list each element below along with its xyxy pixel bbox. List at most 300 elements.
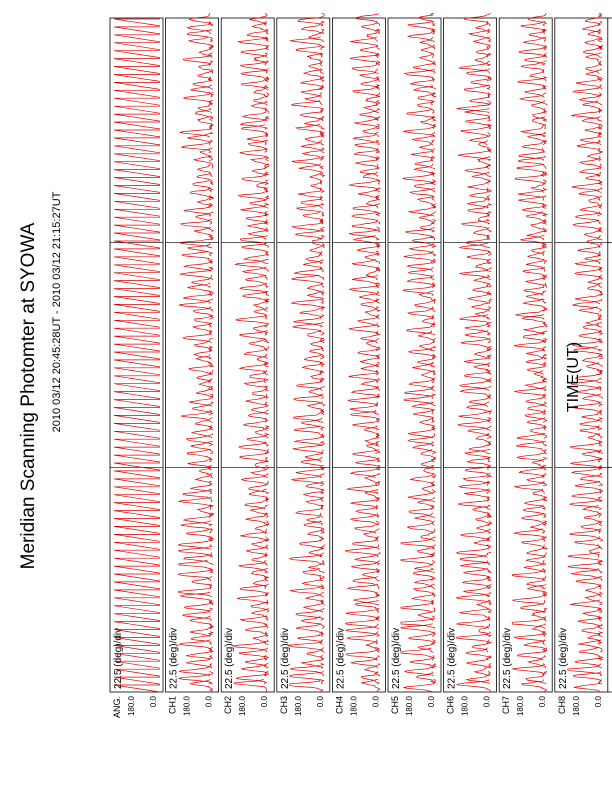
trace xyxy=(457,592,491,605)
trace xyxy=(292,473,325,486)
trace xyxy=(196,386,212,399)
trace xyxy=(467,251,491,264)
trace xyxy=(239,188,268,201)
trace xyxy=(246,545,267,558)
trace xyxy=(352,386,380,399)
trace xyxy=(114,344,160,351)
trace xyxy=(350,53,379,66)
trace xyxy=(114,526,160,533)
panel-label: CH1 xyxy=(167,696,178,715)
trace xyxy=(114,400,160,407)
trace xyxy=(521,61,547,74)
trace xyxy=(462,219,491,232)
trace xyxy=(517,164,547,177)
trace xyxy=(114,98,160,105)
trace xyxy=(464,489,490,502)
trace xyxy=(457,632,491,645)
trace xyxy=(114,622,160,629)
trace xyxy=(353,537,380,550)
trace xyxy=(114,495,160,502)
trace xyxy=(182,251,212,264)
trace xyxy=(307,291,324,304)
trace xyxy=(519,45,547,58)
trace xyxy=(114,146,160,153)
trace xyxy=(401,537,435,550)
trace xyxy=(239,441,268,454)
trace xyxy=(114,122,160,129)
trace xyxy=(185,600,212,613)
trace xyxy=(114,75,160,82)
panel-ch3 xyxy=(277,13,330,716)
trace xyxy=(520,93,547,106)
trace xyxy=(408,21,434,34)
trace xyxy=(422,481,434,494)
trace xyxy=(114,550,160,557)
trace xyxy=(304,600,324,613)
panel-ch2 xyxy=(221,13,274,716)
trace xyxy=(354,148,378,161)
y-tick-180: 180.0 xyxy=(238,696,248,717)
trace xyxy=(179,664,212,677)
traces xyxy=(234,13,269,692)
trace xyxy=(186,648,213,661)
trace xyxy=(255,521,268,534)
trace xyxy=(195,418,213,431)
trace xyxy=(114,542,160,549)
scale-label: 22.5 (deg)/div xyxy=(335,627,347,689)
trace xyxy=(114,614,160,621)
trace xyxy=(586,592,603,605)
y-tick-180: 180.0 xyxy=(571,696,581,717)
panel-label: CH3 xyxy=(278,696,289,715)
trace xyxy=(583,354,603,367)
y-tick-0: 0.0 xyxy=(427,696,436,708)
trace xyxy=(251,156,269,169)
trace xyxy=(578,243,602,256)
trace xyxy=(184,513,213,526)
trace xyxy=(298,13,324,26)
traces xyxy=(290,13,325,692)
trace xyxy=(458,497,491,510)
scale-label: 22.5 (deg)/div xyxy=(391,627,402,689)
trace xyxy=(512,616,545,629)
trace xyxy=(309,545,324,558)
trace xyxy=(241,204,269,217)
trace xyxy=(187,449,212,462)
trace xyxy=(520,235,546,248)
trace xyxy=(409,378,435,391)
trace xyxy=(291,664,324,677)
trace xyxy=(114,392,160,399)
trace xyxy=(114,368,160,375)
trace xyxy=(292,275,324,288)
trace xyxy=(588,148,603,161)
trace xyxy=(515,307,545,320)
panel-stack xyxy=(110,13,608,718)
trace xyxy=(401,600,434,613)
trace xyxy=(296,505,324,518)
trace xyxy=(532,101,547,114)
trace xyxy=(114,408,160,415)
trace xyxy=(418,196,436,209)
trace xyxy=(572,489,602,502)
trace xyxy=(303,489,324,502)
trace xyxy=(180,124,213,137)
trace xyxy=(114,423,160,430)
trace xyxy=(114,249,160,256)
trace xyxy=(465,330,491,343)
trace xyxy=(310,243,324,256)
trace xyxy=(366,640,379,653)
trace xyxy=(345,545,378,558)
trace xyxy=(183,330,212,343)
trace xyxy=(184,259,213,272)
trace xyxy=(352,275,380,288)
panel-frame xyxy=(110,18,163,692)
trace xyxy=(589,545,600,558)
trace xyxy=(290,640,325,653)
x-axis-label: TIME(UT) xyxy=(565,341,582,413)
trace xyxy=(576,576,602,589)
trace xyxy=(292,219,324,232)
trace xyxy=(241,45,269,58)
trace xyxy=(114,51,160,58)
scale-label: 22.5 (deg)/div xyxy=(557,627,569,689)
trace xyxy=(359,291,380,304)
trace xyxy=(362,21,380,34)
trace xyxy=(523,140,547,153)
trace xyxy=(114,479,160,486)
trace xyxy=(114,82,160,89)
trace xyxy=(114,257,160,264)
trace xyxy=(303,212,323,225)
trace xyxy=(184,552,213,565)
trace xyxy=(586,61,601,74)
trace xyxy=(245,378,269,391)
trace xyxy=(114,598,160,605)
trace xyxy=(249,13,267,26)
trace xyxy=(303,362,324,375)
trace xyxy=(290,671,324,684)
trace xyxy=(114,186,160,193)
y-tick-0: 0.0 xyxy=(260,696,270,708)
trace xyxy=(403,283,435,296)
trace xyxy=(114,154,160,161)
trace xyxy=(114,225,160,232)
trace xyxy=(187,29,212,42)
trace xyxy=(114,304,160,311)
trace xyxy=(300,537,324,550)
trace xyxy=(464,370,491,383)
y-tick-180: 180.0 xyxy=(127,696,136,717)
panel-ang xyxy=(110,18,163,718)
trace xyxy=(114,415,160,422)
trace xyxy=(114,574,160,581)
trace xyxy=(579,648,602,661)
trace xyxy=(476,513,491,526)
trace xyxy=(114,19,160,26)
trace xyxy=(253,386,268,399)
trace xyxy=(514,386,546,399)
chart-subtitle: 2010 03/12 20:45:28UT - 2010 03/12 21:15:27UT xyxy=(51,191,63,433)
trace xyxy=(240,449,269,462)
trace xyxy=(473,283,491,296)
trace xyxy=(580,418,602,431)
trace xyxy=(414,410,436,423)
trace xyxy=(524,560,545,573)
y-tick-0: 0.0 xyxy=(482,696,492,708)
trace xyxy=(463,473,490,486)
trace xyxy=(114,297,160,304)
y-tick-0: 0.0 xyxy=(315,696,325,708)
trace xyxy=(294,426,323,439)
trace xyxy=(300,307,324,320)
trace xyxy=(575,537,603,550)
trace xyxy=(114,558,160,565)
trace xyxy=(464,584,492,597)
trace xyxy=(198,116,212,129)
y-tick-180: 180.0 xyxy=(516,696,526,717)
trace xyxy=(298,188,323,201)
trace xyxy=(407,521,435,534)
trace xyxy=(408,434,435,447)
trace xyxy=(465,449,490,462)
trace xyxy=(407,108,436,121)
trace xyxy=(580,93,603,106)
trace xyxy=(468,291,491,304)
trace xyxy=(349,283,380,296)
trace xyxy=(583,21,602,34)
trace xyxy=(114,606,160,613)
traces xyxy=(179,13,214,692)
trace xyxy=(189,37,213,50)
trace xyxy=(583,101,602,114)
trace xyxy=(527,354,547,367)
trace xyxy=(183,53,213,66)
trace xyxy=(114,487,160,494)
y-tick-180: 180.0 xyxy=(405,696,414,717)
trace xyxy=(422,370,435,383)
y-tick-0: 0.0 xyxy=(149,696,158,708)
trace xyxy=(467,69,492,82)
trace xyxy=(114,162,160,169)
trace xyxy=(363,124,380,137)
trace xyxy=(114,67,160,74)
trace xyxy=(464,568,491,581)
trace xyxy=(355,140,380,153)
scale-label: 22.5 (deg)/div xyxy=(446,627,458,689)
trace xyxy=(114,114,160,121)
trace xyxy=(114,201,160,208)
trace xyxy=(114,90,160,97)
trace xyxy=(114,209,160,216)
trace xyxy=(358,188,380,201)
trace xyxy=(114,233,160,240)
trace xyxy=(355,457,380,470)
trace xyxy=(460,315,491,328)
trace xyxy=(584,513,602,526)
trace xyxy=(183,93,213,106)
trace xyxy=(471,77,490,90)
trace xyxy=(405,664,436,677)
trace xyxy=(246,275,268,288)
trace xyxy=(243,291,268,304)
traces xyxy=(114,19,160,692)
trace xyxy=(240,148,269,161)
trace xyxy=(459,410,492,423)
trace xyxy=(184,204,213,217)
trace xyxy=(114,376,160,383)
trace xyxy=(294,394,324,407)
trace xyxy=(238,37,269,50)
trace xyxy=(408,489,436,502)
trace xyxy=(527,545,546,558)
panel-label: CH7 xyxy=(501,696,512,715)
trace xyxy=(114,352,160,359)
panel-label: CH4 xyxy=(334,696,345,715)
trace xyxy=(114,320,160,327)
trace xyxy=(114,265,160,272)
panel-ch5 xyxy=(388,13,441,716)
y-tick-0: 0.0 xyxy=(371,696,381,708)
trace xyxy=(404,679,436,692)
trace xyxy=(407,259,435,272)
trace xyxy=(457,616,490,629)
trace xyxy=(524,330,547,343)
trace xyxy=(304,521,324,534)
trace xyxy=(577,616,602,629)
y-tick-0: 0.0 xyxy=(204,696,214,708)
trace xyxy=(242,243,268,256)
panel-label: CH8 xyxy=(556,696,567,715)
trace xyxy=(349,323,380,336)
trace xyxy=(181,219,213,232)
trace xyxy=(291,101,323,114)
trace xyxy=(461,124,491,137)
trace xyxy=(408,426,435,439)
trace xyxy=(412,592,434,605)
trace xyxy=(410,473,434,486)
trace xyxy=(304,116,324,129)
trace xyxy=(290,679,323,692)
trace xyxy=(114,130,160,137)
trace xyxy=(114,43,160,50)
trace xyxy=(114,217,160,224)
trace xyxy=(477,45,491,58)
trace xyxy=(249,338,267,351)
trace xyxy=(470,93,490,106)
trace xyxy=(580,164,601,177)
trace xyxy=(531,243,545,256)
trace xyxy=(249,481,269,494)
panel-label: CH5 xyxy=(390,696,400,715)
trace xyxy=(466,656,491,669)
trace xyxy=(457,101,491,114)
trace xyxy=(114,582,160,589)
trace xyxy=(239,330,268,343)
trace xyxy=(404,251,435,264)
trace xyxy=(351,656,379,669)
trace xyxy=(366,267,380,280)
trace xyxy=(114,281,160,288)
trace xyxy=(188,283,213,296)
y-tick-180: 180.0 xyxy=(349,696,359,717)
trace xyxy=(361,77,380,90)
trace xyxy=(114,312,160,319)
trace xyxy=(293,323,324,336)
trace xyxy=(360,164,378,177)
trace xyxy=(114,519,160,526)
trace xyxy=(359,108,379,121)
trace xyxy=(245,513,268,526)
trace xyxy=(190,624,213,637)
trace xyxy=(512,592,545,605)
trace xyxy=(192,426,212,439)
trace xyxy=(354,592,380,605)
trace xyxy=(476,259,492,272)
trace xyxy=(418,13,435,26)
trace xyxy=(114,503,160,510)
trace xyxy=(114,447,160,454)
trace xyxy=(114,590,160,597)
trace xyxy=(193,402,213,415)
trace xyxy=(114,360,160,367)
trace xyxy=(575,267,602,280)
trace xyxy=(180,235,213,248)
trace xyxy=(114,439,160,446)
trace xyxy=(114,455,160,462)
trace xyxy=(403,124,436,137)
trace xyxy=(409,346,436,359)
trace xyxy=(407,323,435,336)
trace xyxy=(525,53,546,66)
trace xyxy=(114,170,160,177)
trace xyxy=(580,156,601,169)
scale-label: 22.5 (deg)/div xyxy=(279,627,291,689)
trace xyxy=(358,346,380,359)
scale-label: 22.5 (deg)/div xyxy=(502,627,514,689)
trace xyxy=(572,180,602,193)
trace xyxy=(522,537,547,550)
trace xyxy=(415,576,435,589)
trace xyxy=(464,85,490,98)
panel-ch1 xyxy=(166,13,219,716)
trace xyxy=(583,449,602,462)
trace xyxy=(301,77,324,90)
trace xyxy=(468,204,491,217)
trace xyxy=(114,59,160,66)
x-axis-ticks xyxy=(608,5,612,706)
trace xyxy=(306,592,325,605)
trace xyxy=(527,552,547,565)
trace xyxy=(243,418,267,431)
panel-ch6 xyxy=(444,13,497,716)
trace xyxy=(457,679,491,692)
trace xyxy=(526,394,547,407)
y-tick-180: 180.0 xyxy=(182,696,192,717)
trace xyxy=(574,679,602,692)
trace xyxy=(415,299,436,312)
trace xyxy=(583,45,602,58)
trace xyxy=(515,172,545,185)
trace xyxy=(114,431,160,438)
trace xyxy=(114,178,160,185)
trace xyxy=(188,457,212,470)
y-tick-180: 180.0 xyxy=(293,696,303,717)
trace xyxy=(242,172,268,185)
trace xyxy=(349,227,380,240)
panel-ch7 xyxy=(499,13,552,716)
